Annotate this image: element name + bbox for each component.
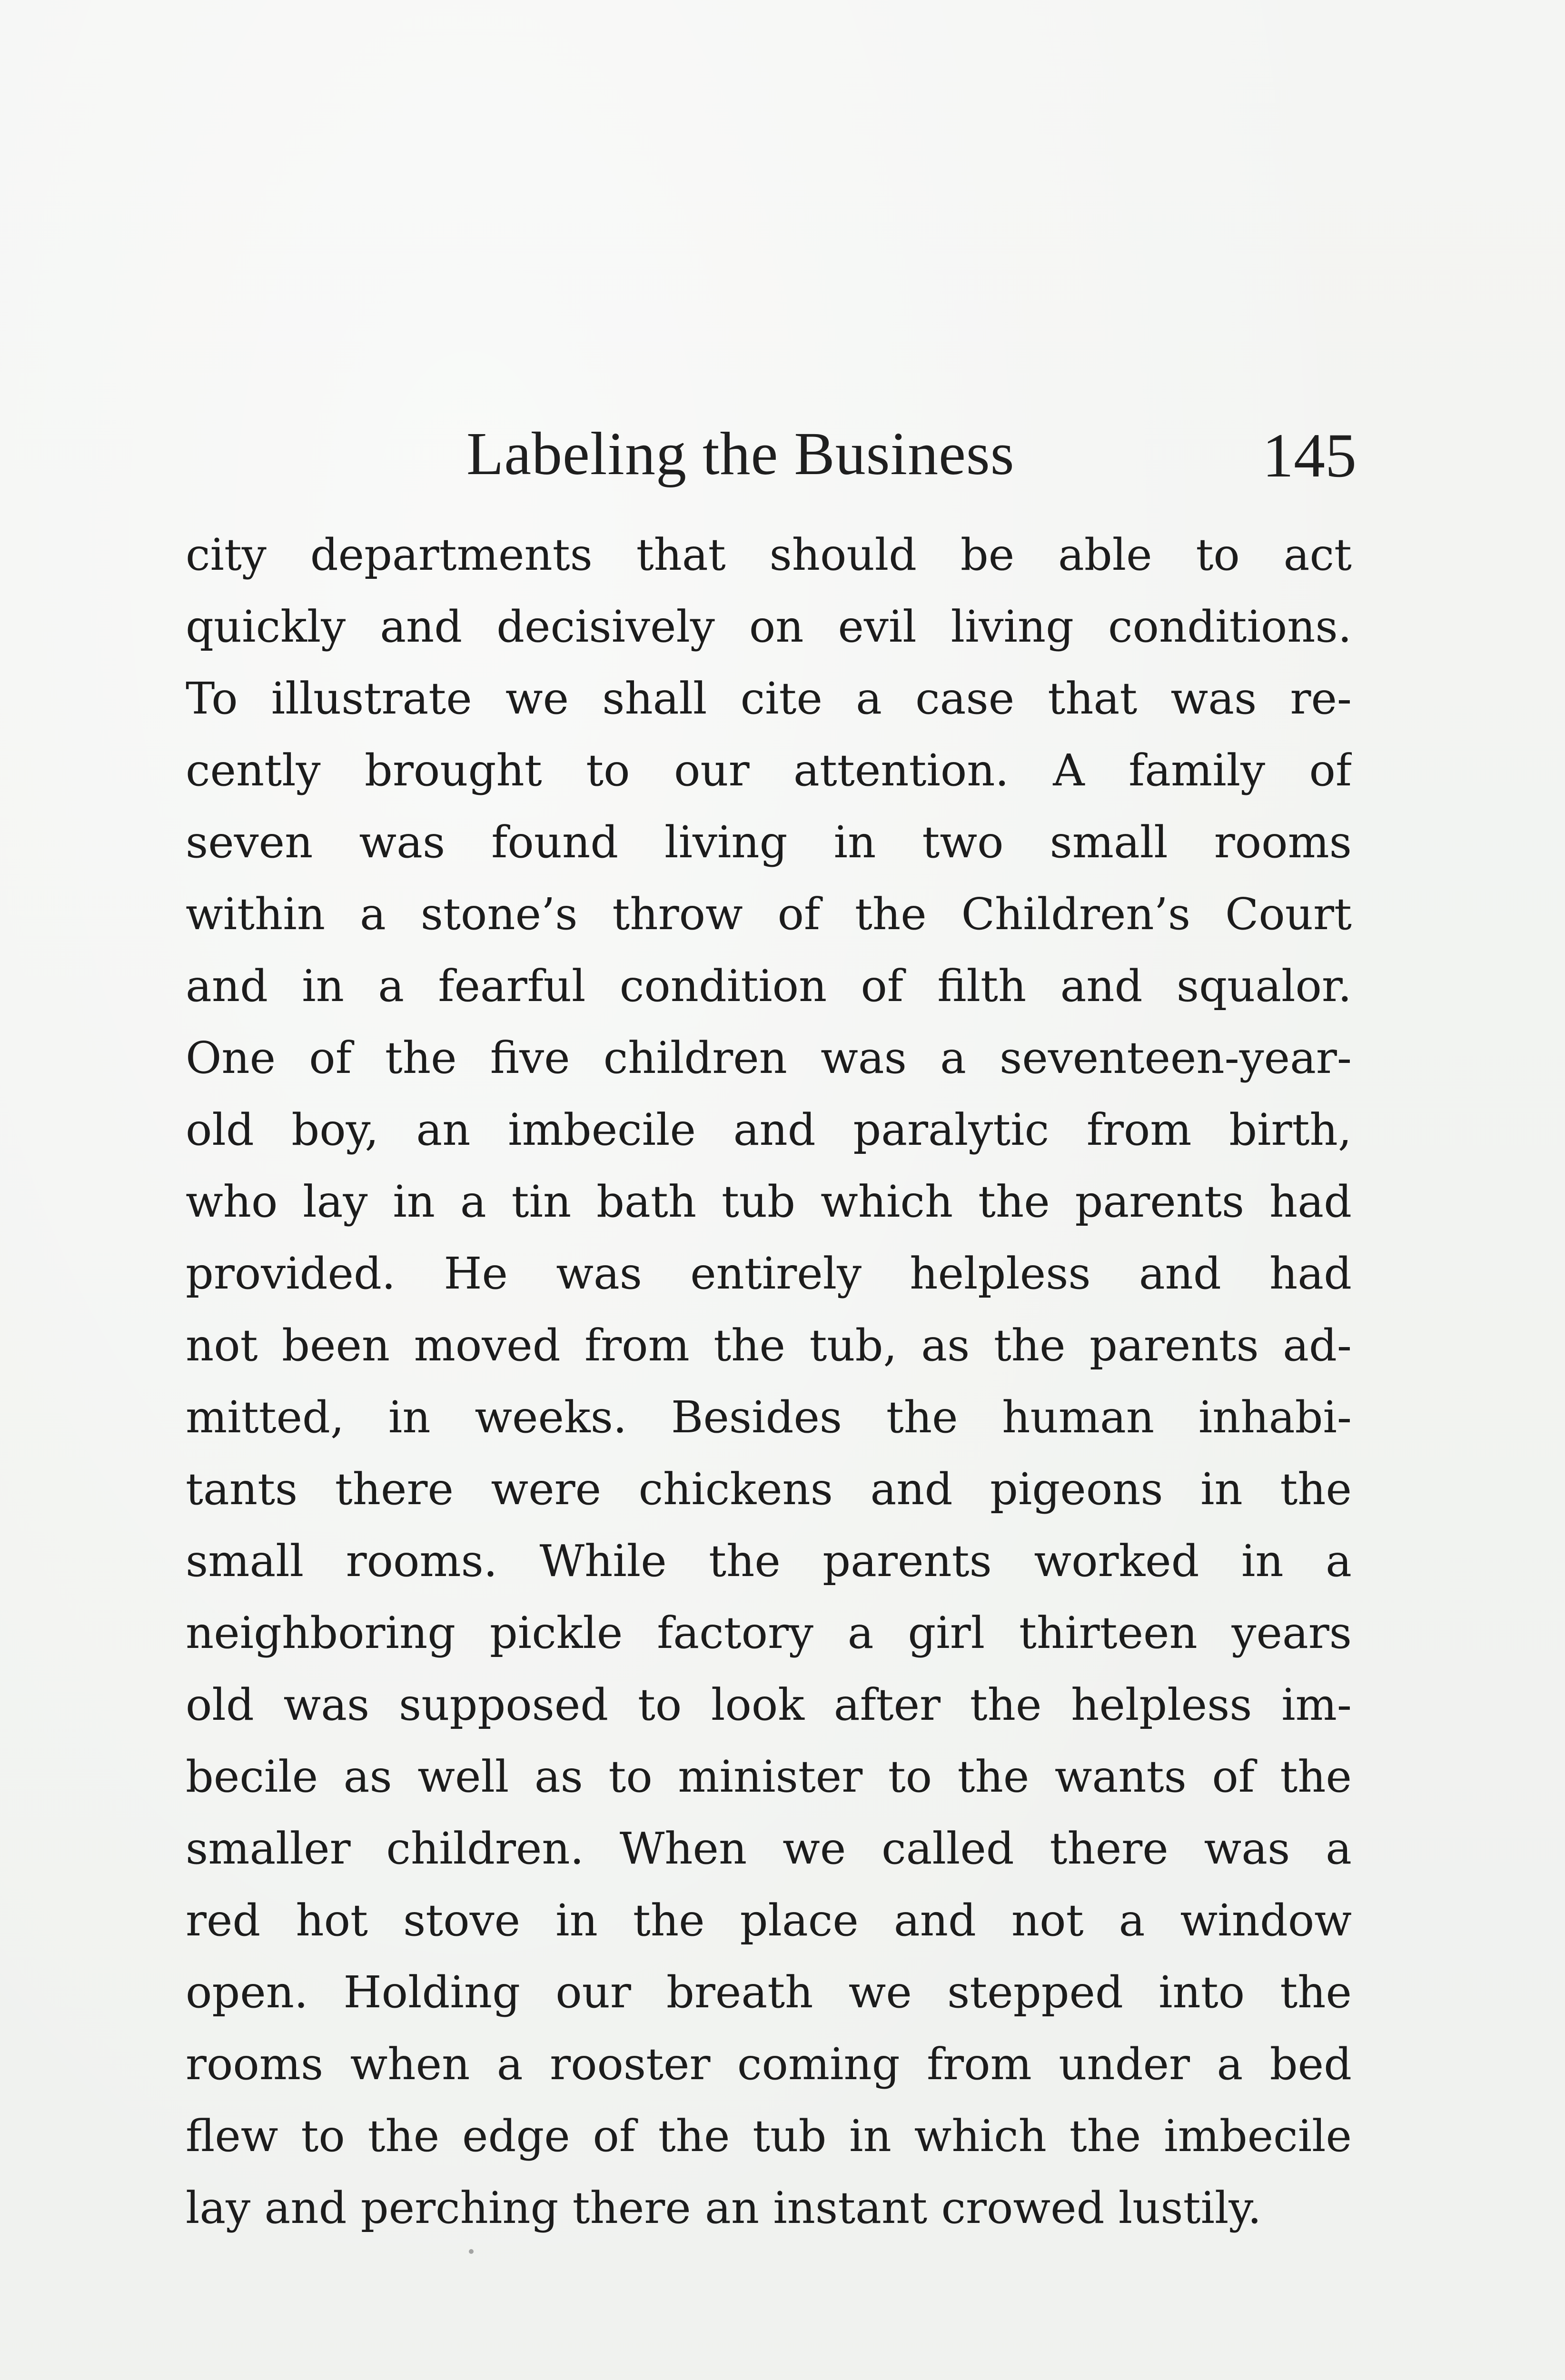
text-line: who lay in a tin bath tub which the parents had	[186, 1176, 1352, 1227]
running-head	[466, 419, 1357, 505]
text-line: old boy, an imbecile and paralytic from birth,	[186, 1104, 1352, 1155]
text-line: and in a fearful condition of filth and squalor.	[186, 961, 1352, 1012]
text-line: cently brought to our attention. A family of	[186, 745, 1352, 796]
text-line: provided. He was entirely helpless and had	[186, 1248, 1352, 1299]
text-line: quickly and decisively on evil living conditions.	[186, 601, 1352, 652]
text-line: One of the five children was a seventeen-year-	[186, 1032, 1352, 1083]
text-line: city departments that should be able to act	[186, 529, 1352, 580]
text-line: rooms when a rooster coming from under a bed	[186, 2039, 1352, 2090]
text-line: To illustrate we shall cite a case that was re-	[186, 673, 1352, 724]
text-line: within a stone’s throw of the Children’s Court	[186, 889, 1352, 940]
text-line: neighboring pickle factory a girl thirteen years	[186, 1607, 1352, 1658]
text-line: smaller children. When we called there was a	[186, 1823, 1352, 1874]
text-line: open. Holding our breath we stepped into the	[186, 1967, 1352, 2018]
text-line: not been moved from the tub, as the parents ad-	[186, 1320, 1352, 1371]
body-text	[186, 519, 1352, 2244]
page-number: 145	[1262, 420, 1357, 490]
text-line: tants there were chickens and pigeons in the	[186, 1464, 1352, 1515]
text-line: old was supposed to look after the helpless im-	[186, 1679, 1352, 1730]
running-title: Labeling the Business	[466, 420, 1015, 487]
text-line: mitted, in weeks. Besides the human inhabi-	[186, 1392, 1352, 1443]
text-line: small rooms. While the parents worked in a	[186, 1536, 1352, 1587]
text-line: flew to the edge of the tub in which the imbecile	[186, 2111, 1352, 2162]
paper-speck	[469, 2249, 474, 2254]
text-line: red hot stove in the place and not a window	[186, 1895, 1352, 1946]
text-line: seven was found living in two small rooms	[186, 817, 1352, 868]
text-line: lay and perching there an instant crowed lustily.	[186, 2182, 1262, 2233]
text-line: becile as well as to minister to the wants of the	[186, 1751, 1352, 1802]
